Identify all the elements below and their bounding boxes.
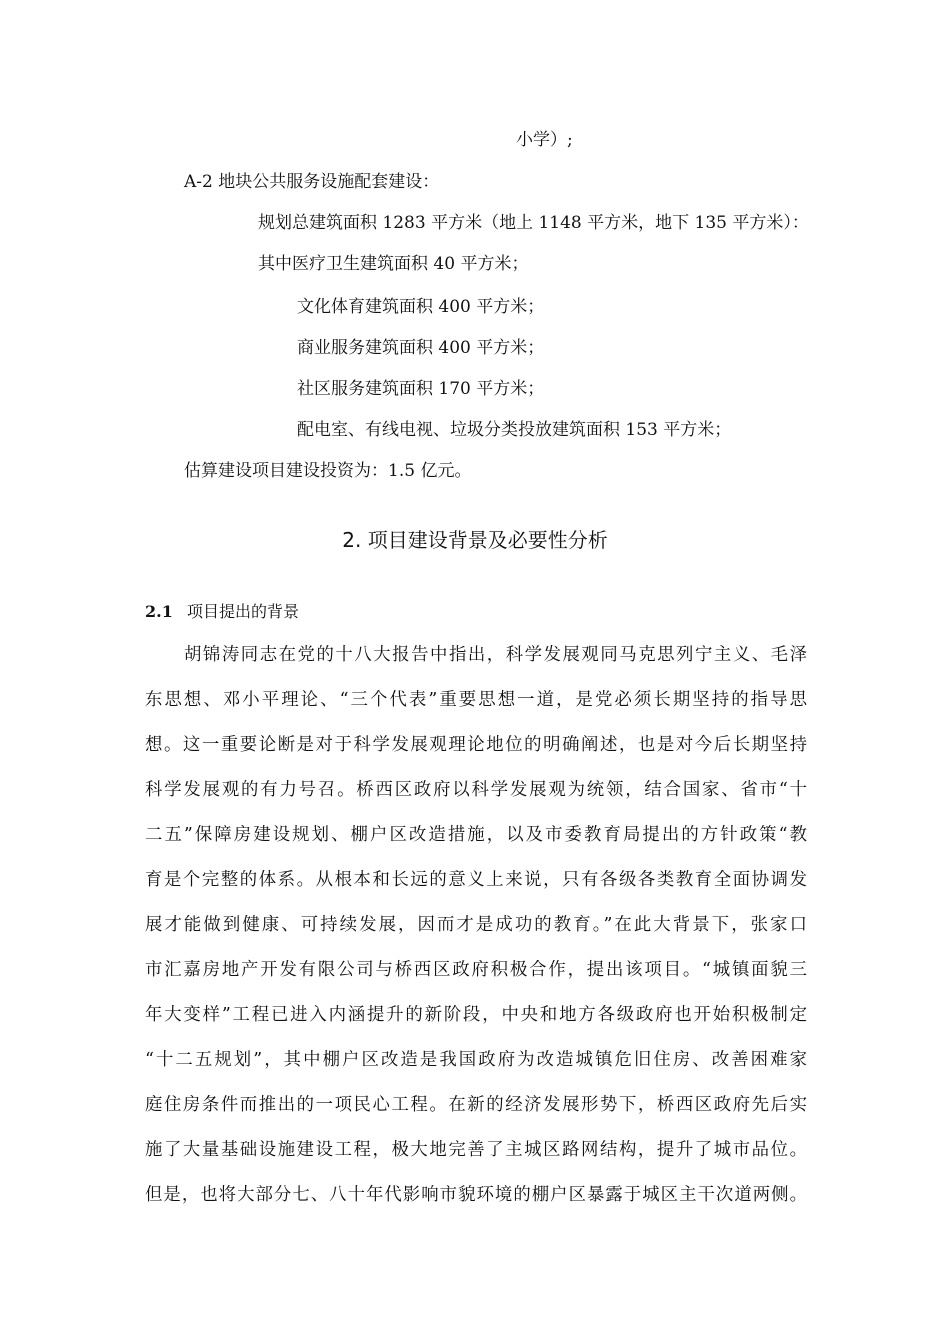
subsection-title: 项目提出的背景 — [187, 602, 300, 621]
paragraph-line: 市汇嘉房地产开发有限公司与桥西区政府积极合作，提出该项目。“城镇面貌三 — [145, 960, 807, 980]
paragraph-line: 胡锦涛同志在党的十八大报告中指出，科学发展观同马克思列宁主义、毛泽 — [184, 645, 807, 665]
community-area-line: 社区服务建筑面积 170 平方米； — [297, 379, 545, 399]
investment-line: 估算建设项目建设投资为：1.5 亿元。 — [184, 461, 472, 481]
section-title: 2. 项目建设背景及必要性分析 — [342, 528, 608, 552]
paragraph-line: 二五”保障房建设规划、棚户区改造措施，以及市委教育局提出的方针政策“教 — [145, 825, 807, 845]
list-fragment-top: 小学）; — [516, 130, 573, 150]
commerce-area-line: 商业服务建筑面积 400 平方米； — [297, 338, 545, 358]
paragraph-line: 施了大量基础设施建设工程，极大地完善了主城区路网结构，提升了城市品位。 — [145, 1140, 807, 1160]
paragraph-line: 育是个完整的体系。从根本和长远的意义上来说，只有各级各类教育全面协调发 — [145, 870, 807, 890]
subsection-number: 2.1 — [145, 602, 173, 621]
paragraph-line: 年大变样”工程已进入内涵提升的新阶段，中央和地方各级政府也开始积极制定 — [145, 1005, 807, 1025]
paragraph-line: 想。这一重要论断是对于科学发展观理论地位的明确阐述，也是对今后长期坚持 — [145, 735, 807, 755]
power-room-area-line: 配电室、有线电视、垃圾分类投放建筑面积 153 平方米； — [297, 420, 732, 440]
paragraph-line: “十二五规划”，其中棚户区改造是我国政府为改造城镇危旧住房、改善困难家 — [145, 1050, 807, 1070]
paragraph-line: 展才能做到健康、可持续发展，因而才是成功的教育。”在此大背景下，张家口 — [145, 915, 807, 935]
medical-area-line: 其中医疗卫生建筑面积 40 平方米； — [258, 254, 529, 274]
paragraph-line: 但是，也将大部分七、八十年代影响市貌环境的棚户区暴露于城区主干次道两侧。 — [145, 1185, 807, 1205]
subsection-heading — [145, 601, 299, 623]
paragraph-line: 庭住房条件而推出的一项民心工程。在新的经济发展形势下，桥西区政府先后实 — [145, 1095, 807, 1115]
paragraph-line: 科学发展观的有力号召。桥西区政府以科学发展观为统领，结合国家、省市“十 — [145, 780, 807, 800]
culture-sports-area-line: 文化体育建筑面积 400 平方米； — [297, 297, 545, 317]
paragraph-line: 东思想、邓小平理论、“三个代表”重要思想一道，是党必须长期坚持的指导思 — [145, 690, 807, 710]
total-area-line: 规划总建筑面积 1283 平方米（地上 1148 平方米，地下 135 平方米）： — [258, 213, 809, 233]
a2-heading: A-2 地块公共服务设施配套建设： — [184, 172, 440, 192]
